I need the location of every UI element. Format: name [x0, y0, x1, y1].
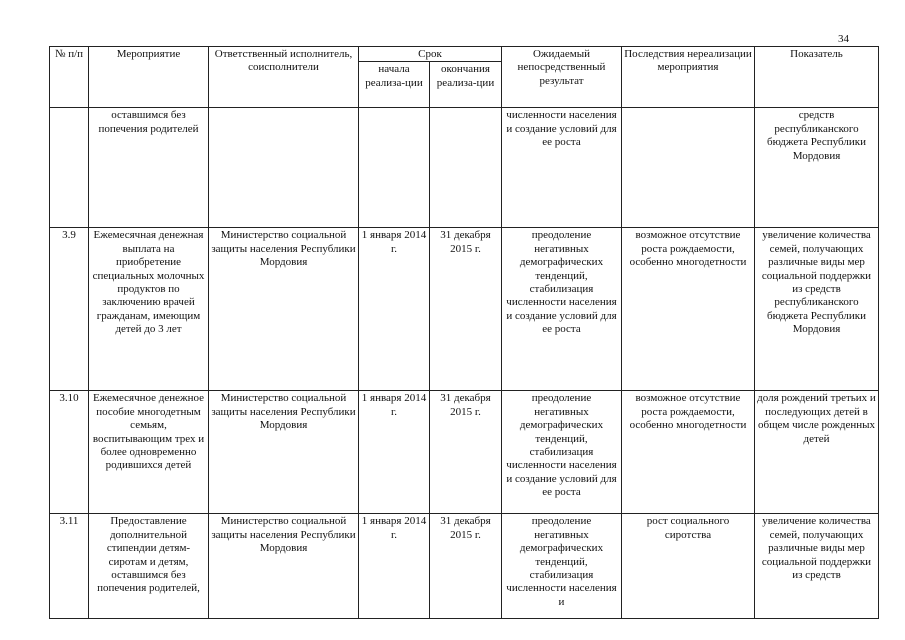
cell-responsible: Министерство социальной защиты населения Республики Мордовия [209, 391, 359, 514]
cell-activity: оставшимся без попечения родителей [89, 108, 209, 228]
cell-end: 31 декабря 2015 г. [430, 391, 502, 514]
cell-consequences: возможное отсутствие роста рождаемости, особенно многодетности [622, 391, 755, 514]
header-term-end: окончания реализа-ции [430, 62, 502, 108]
table-row [50, 391, 879, 514]
cell-responsible: Министерство социальной защиты населения Республики Мордовия [209, 514, 359, 619]
cell-responsible: Министерство социальной защиты населения Республики Мордовия [209, 228, 359, 391]
cell-start: 1 января 2014 г. [359, 228, 430, 391]
cell-consequences [622, 108, 755, 228]
cell-end: 31 декабря 2015 г. [430, 514, 502, 619]
cell-activity: Ежемесячное денежное пособие многодетным семьям, воспитывающим трех и более одновременно родившихся детей [89, 391, 209, 514]
header-activity: Мероприятие [89, 47, 209, 108]
header-num: № п/п [50, 47, 89, 108]
cell-consequences: рост социального сиротства [622, 514, 755, 619]
table-row [50, 514, 879, 619]
cell-num: 3.10 [50, 391, 89, 514]
cell-indicator: увеличение количества семей, получающих различные виды мер социальной поддержки из средств [755, 514, 879, 619]
cell-end: 31 декабря 2015 г. [430, 228, 502, 391]
cell-start: 1 января 2014 г. [359, 514, 430, 619]
cell-activity: Ежемесячная денежная выплата на приобретение специальных молочных продуктов по заключению врачей гражданам, имеющим детей до 3 лет [89, 228, 209, 391]
table-row [50, 228, 879, 391]
header-row [50, 47, 879, 62]
cell-indicator: увеличение количества семей, получающих различные виды мер социальной поддержки из средств республиканского бюджета Республики Мордовия [755, 228, 879, 391]
page-number: 34 [838, 33, 849, 45]
header-consequences: Последствия нереализации мероприятия [622, 47, 755, 108]
cell-num: 3.9 [50, 228, 89, 391]
header-term-start: начала реализа-ции [359, 62, 430, 108]
header-term: Срок [359, 47, 502, 62]
header-expected-result: Ожидаемый непосредственный результат [502, 47, 622, 108]
cell-result: численности населения и создание условий для ее роста [502, 108, 622, 228]
cell-start [359, 108, 430, 228]
program-activities-table [49, 46, 879, 619]
cell-indicator: доля рождений третьих и последующих детей в общем числе рожденных детей [755, 391, 879, 514]
cell-result: преодоление негативных демографических тенденций, стабилизация численности населения и создание условий для ее роста [502, 228, 622, 391]
cell-indicator: средств республиканского бюджета Республики Мордовия [755, 108, 879, 228]
cell-num [50, 108, 89, 228]
cell-start: 1 января 2014 г. [359, 391, 430, 514]
cell-end [430, 108, 502, 228]
table-row [50, 108, 879, 228]
cell-result: преодоление негативных демографических тенденций, стабилизация численности населения и [502, 514, 622, 619]
header-responsible: Ответственный исполнитель, соисполнители [209, 47, 359, 108]
cell-responsible [209, 108, 359, 228]
cell-result: преодоление негативных демографических тенденций, стабилизация численности населения и создание условий для ее роста [502, 391, 622, 514]
header-indicator: Показатель [755, 47, 879, 108]
cell-num: 3.11 [50, 514, 89, 619]
cell-consequences: возможное отсутствие роста рождаемости, особенно многодетности [622, 228, 755, 391]
cell-activity: Предоставление дополнительной стипендии детям-сиротам и детям, оставшимся без попечения родителей, [89, 514, 209, 619]
